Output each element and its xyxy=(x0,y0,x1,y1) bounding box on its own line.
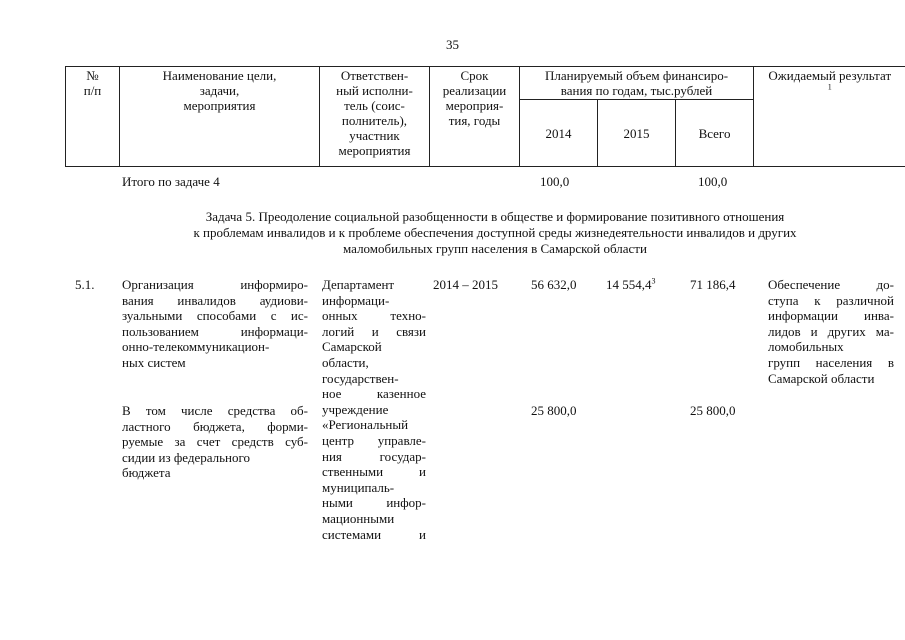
row-federal-name: В том числе средства об- ластного бюджета, форми- руемые за счет средств суб- сидии из федерального бюджета xyxy=(122,403,308,481)
header-result: Ожидаемый результат $^1$ xyxy=(754,67,905,167)
header-year-2014: 2014 xyxy=(520,100,598,167)
header-responsible: Ответствен- ный исполни- тель (соис- полнитель), участник мероприятия xyxy=(320,67,430,167)
total-row-total: 100,0 xyxy=(698,174,728,189)
row-responsible: Департамент информаци- онных техно- логий и связи Самарской области, государствен- ное казенное учреждение «Региональный центр управле- ния государ- ственными и муниципаль- ными инфор- мационными системами и xyxy=(322,277,426,542)
row-federal-total: 25 800,0 xyxy=(690,403,736,418)
header-term: Срок реализации мероприя- тия, годы xyxy=(430,67,520,167)
page-number: 35 xyxy=(446,37,459,52)
row-federal-2014: 25 800,0 xyxy=(531,403,577,418)
row-term: 2014 – 2015 xyxy=(433,277,498,292)
total-row-label: Итого по задаче 4 xyxy=(122,174,220,189)
header-year-total: Всего xyxy=(676,100,754,167)
row-value-2014: 56 632,0 xyxy=(531,277,577,292)
header-financing: Планируемый объем финансиро- вания по годам, тыс.рублей xyxy=(520,67,754,100)
header-number: № п/п xyxy=(66,67,120,167)
task5-heading: Задача 5. Преодоление социальной разобщенности в обществе и формирование позитивного отношения к проблемам инвалидов и к проблеме обеспечения доступной среды жизнедеятельности инвалидов и других маломобильных групп населения в Самарской области xyxy=(193,209,797,256)
total-row-2014: 100,0 xyxy=(540,174,570,189)
header-name: Наименование цели, задачи, мероприятия xyxy=(120,67,320,167)
row-value-total: 71 186,4 xyxy=(690,277,736,292)
row-name: Организация информиро- вания инвалидов аудиови- зуальными способами с ис- пользованием информаци- онно-телекоммуникацион- ных систем xyxy=(122,277,308,370)
row-number: 5.1. xyxy=(75,277,95,292)
row-value-2015: 14 554,4$^3$ xyxy=(606,276,656,292)
header-year-2015: 2015 xyxy=(598,100,676,167)
row-result: Обеспечение до- ступа к различной информации инва- лидов и других ма- ломобильных групп населения в Самарской области xyxy=(768,277,894,386)
table-header xyxy=(65,66,905,167)
